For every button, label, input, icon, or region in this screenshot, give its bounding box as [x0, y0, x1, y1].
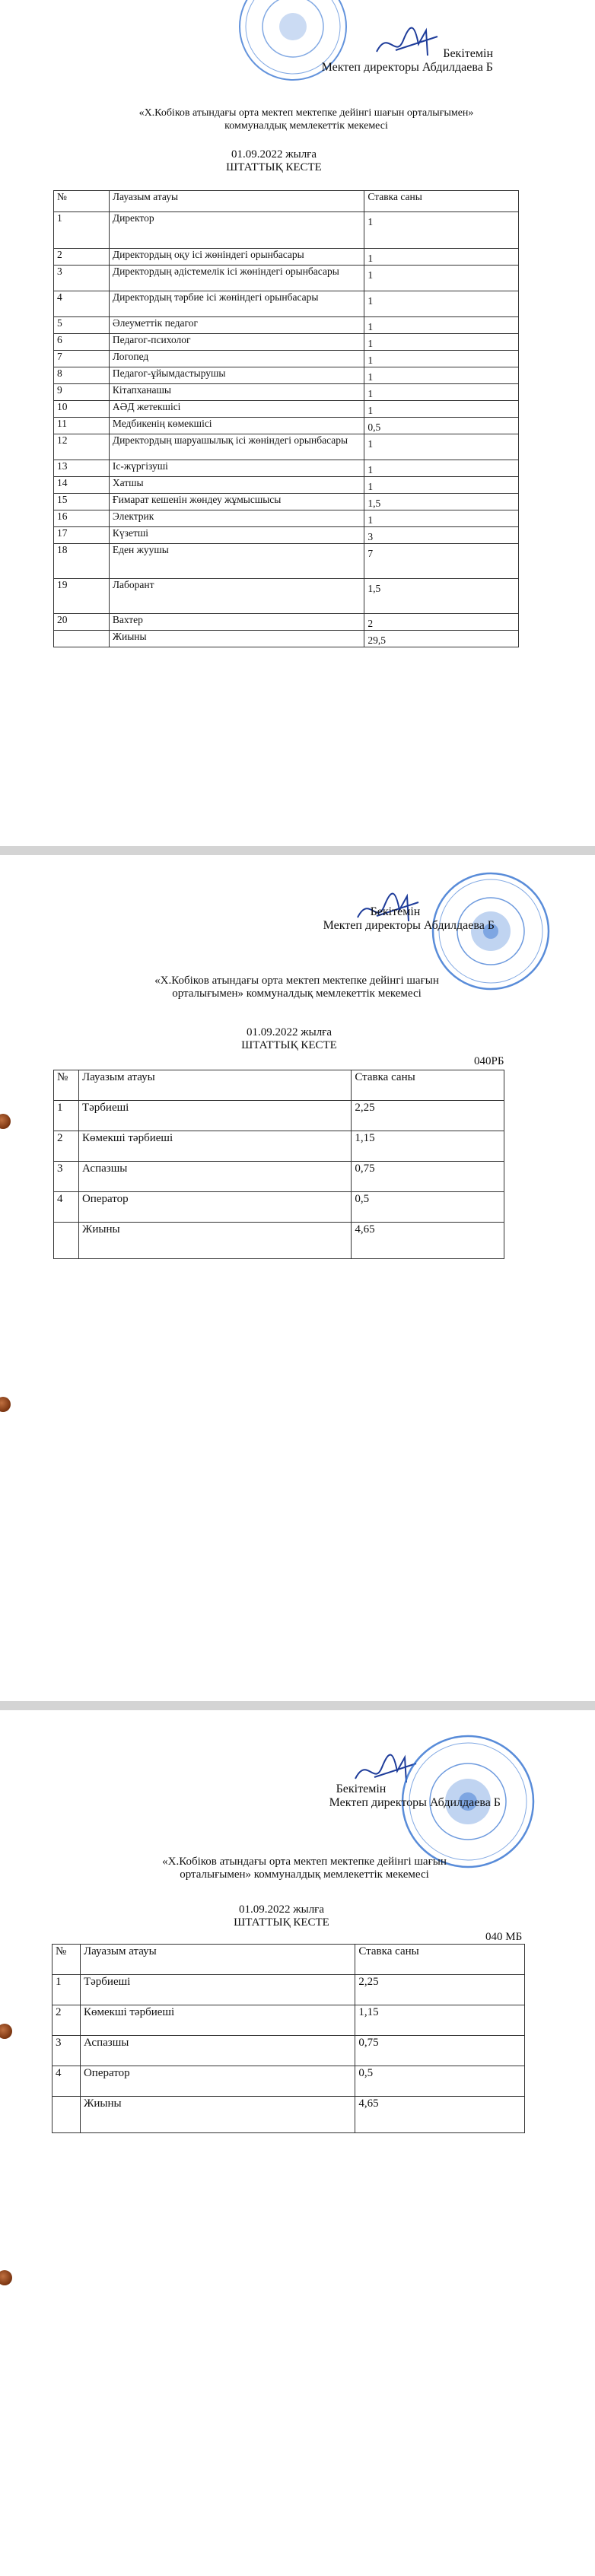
rate-count: 1 [364, 266, 519, 291]
position-name: Вахтер [109, 614, 364, 631]
position-name: Директордың әдістемелік ісі жөніндегі орынбасары [109, 266, 364, 291]
director-name: Мектеп директоры Абдилдаева Б [323, 919, 495, 932]
column-header: Ставка саны [352, 1070, 504, 1101]
position-name: Оператор [80, 2066, 355, 2097]
rate-count: 1 [364, 317, 519, 334]
position-name: Күзетші [109, 527, 364, 544]
column-header: № [52, 1945, 81, 1975]
staff-table [53, 1070, 504, 1259]
effective-date: 01.09.2022 жылға [239, 1903, 324, 1916]
institution-title [61, 107, 552, 132]
row-number: 11 [54, 418, 110, 434]
position-name: Хатшы [109, 477, 364, 494]
column-header: № [54, 191, 110, 212]
column-header: Ставка саны [355, 1945, 525, 1975]
row-number [54, 1223, 79, 1259]
total-row [54, 1223, 504, 1259]
rate-count: 4,65 [352, 1223, 504, 1259]
rate-count: 1 [364, 477, 519, 494]
table-row [54, 460, 519, 477]
staff-table [52, 1944, 525, 2133]
table-row [54, 579, 519, 614]
title-line-2: орталығымен» коммуналдық мемлекеттік мекемесі [180, 1868, 429, 1881]
rate-count: 1 [364, 291, 519, 317]
row-number: 6 [54, 334, 110, 351]
rate-count: 1 [364, 249, 519, 266]
position-name: Жиыны [109, 631, 364, 647]
column-header: Ставка саны [364, 191, 519, 212]
position-name: Педагог-ұйымдастырушы [109, 367, 364, 384]
approval-label: Бекітемін [443, 47, 493, 60]
table-row [52, 2036, 525, 2066]
row-number: 2 [54, 249, 110, 266]
rate-count: 1 [364, 384, 519, 401]
staff-table [53, 190, 519, 647]
table-row [54, 384, 519, 401]
approval-block [323, 905, 495, 933]
row-number: 4 [52, 2066, 81, 2097]
rate-count: 3 [364, 527, 519, 544]
position-name: Аспазшы [80, 2036, 355, 2066]
column-header: № [54, 1070, 79, 1101]
document-page-1 [0, 0, 595, 846]
rate-count: 1,5 [364, 494, 519, 510]
punch-hole [0, 1397, 11, 1412]
table-header-row [54, 1070, 504, 1101]
date-heading-block [167, 1026, 411, 1052]
table-row [52, 2005, 525, 2036]
rate-count: 2,25 [355, 1975, 525, 2005]
institution-title [76, 975, 517, 1000]
table-row [54, 367, 519, 384]
institution-title [84, 1856, 525, 1881]
position-name: Директордың оқу ісі жөніндегі орынбасары [109, 249, 364, 266]
title-line-2: коммуналдық мемлекеттік мекемесі [224, 120, 388, 132]
position-name: Еден жуушы [109, 544, 364, 579]
rate-count: 1 [364, 334, 519, 351]
rate-count: 1,15 [355, 2005, 525, 2036]
position-name: АӘД жетекшісі [109, 401, 364, 418]
row-number: 3 [52, 2036, 81, 2066]
row-number: 2 [52, 2005, 81, 2036]
row-number: 10 [54, 401, 110, 418]
row-number [54, 631, 110, 647]
rate-count: 7 [364, 544, 519, 579]
document-page-3 [0, 1710, 595, 2576]
row-number: 1 [54, 212, 110, 249]
rate-count: 2 [364, 614, 519, 631]
table-row [54, 1101, 504, 1131]
row-number: 19 [54, 579, 110, 614]
unit-code: 040 МБ [485, 1931, 523, 1943]
position-name: Оператор [78, 1192, 351, 1223]
director-name: Мектеп директоры Абдилдаева Б [329, 1796, 501, 1809]
date-heading-block [152, 148, 396, 174]
row-number: 3 [54, 266, 110, 291]
rate-count: 1,5 [364, 579, 519, 614]
table-row [54, 212, 519, 249]
row-number: 4 [54, 1192, 79, 1223]
approval-label: Бекітемін [336, 1783, 387, 1795]
position-name: Медбикенің көмекшісі [109, 418, 364, 434]
position-name: Лаборант [109, 579, 364, 614]
table-row [54, 418, 519, 434]
punch-hole [0, 2024, 12, 2039]
position-name: Тәрбиеші [80, 1975, 355, 2005]
table-row [52, 2066, 525, 2097]
table-row [54, 477, 519, 494]
position-name: Тәрбиеші [78, 1101, 351, 1131]
rate-count: 1 [364, 460, 519, 477]
position-name: Кітапханашы [109, 384, 364, 401]
effective-date: 01.09.2022 жылға [231, 148, 317, 161]
punch-hole [0, 2270, 12, 2285]
position-name: Әлеуметтік педагог [109, 317, 364, 334]
position-name: Директордың тәрбие ісі жөніндегі орынбасары [109, 291, 364, 317]
row-number: 17 [54, 527, 110, 544]
position-name: Жиыны [80, 2097, 355, 2133]
rate-count: 0,75 [355, 2036, 525, 2066]
row-number: 15 [54, 494, 110, 510]
date-heading-block [160, 1903, 403, 1929]
rate-count: 1 [364, 212, 519, 249]
position-name: Көмекші тәрбиеші [80, 2005, 355, 2036]
title-line-1: «Х.Кобіков атындағы орта мектеп мектепке дейінгі шағын орталығымен» [138, 107, 474, 119]
table-row [54, 434, 519, 460]
document-heading: ШТАТТЫҚ КЕСТЕ [226, 161, 322, 173]
table-row [54, 527, 519, 544]
table-row [54, 1162, 504, 1192]
document-heading: ШТАТТЫҚ КЕСТЕ [234, 1916, 329, 1929]
rate-count: 0,5 [352, 1192, 504, 1223]
rate-count: 1 [364, 401, 519, 418]
punch-hole [0, 1114, 11, 1129]
position-name: Аспазшы [78, 1162, 351, 1192]
position-name: Директордың шаруашылық ісі жөніндегі орынбасары [109, 434, 364, 460]
rate-count: 29,5 [364, 631, 519, 647]
effective-date: 01.09.2022 жылға [247, 1026, 332, 1038]
rate-count: 4,65 [355, 2097, 525, 2133]
row-number: 5 [54, 317, 110, 334]
table-row [52, 1975, 525, 2005]
table-row [54, 351, 519, 367]
table-header-row [54, 191, 519, 212]
rate-count: 0,75 [352, 1162, 504, 1192]
rate-count: 0,5 [355, 2066, 525, 2097]
table-row [54, 1192, 504, 1223]
table-row [54, 510, 519, 527]
approval-label: Бекітемін [370, 905, 421, 918]
title-line-2: орталығымен» коммуналдық мемлекеттік мекемесі [172, 987, 422, 1000]
table-header-row [52, 1945, 525, 1975]
row-number: 8 [54, 367, 110, 384]
column-header: Лауазым атауы [78, 1070, 351, 1101]
column-header: Лауазым атауы [109, 191, 364, 212]
position-name: Директор [109, 212, 364, 249]
rate-count: 1 [364, 367, 519, 384]
table-row [54, 614, 519, 631]
document-page-2 [0, 855, 595, 1701]
rate-count: 1,15 [352, 1131, 504, 1162]
row-number: 9 [54, 384, 110, 401]
rate-count: 2,25 [352, 1101, 504, 1131]
table-row [54, 334, 519, 351]
table-row [54, 317, 519, 334]
row-number: 1 [52, 1975, 81, 2005]
total-row [54, 631, 519, 647]
table-row [54, 1131, 504, 1162]
position-name: Іс-жүргізуші [109, 460, 364, 477]
row-number: 7 [54, 351, 110, 367]
rate-count: 1 [364, 434, 519, 460]
position-name: Логопед [109, 351, 364, 367]
position-name: Ғимарат кешенін жөндеу жұмысшысы [109, 494, 364, 510]
position-name: Көмекші тәрбиеші [78, 1131, 351, 1162]
title-line-1: «Х.Кобіков атындағы орта мектеп мектепке дейінгі шағын [162, 1856, 447, 1868]
row-number: 20 [54, 614, 110, 631]
row-number: 13 [54, 460, 110, 477]
table-row [54, 249, 519, 266]
row-number [52, 2097, 81, 2133]
row-number: 18 [54, 544, 110, 579]
title-line-1: «Х.Кобіков атындағы орта мектеп мектепке дейінгі шағын [154, 975, 439, 987]
document-heading: ШТАТТЫҚ КЕСТЕ [241, 1039, 337, 1051]
column-header: Лауазым атауы [80, 1945, 355, 1975]
table-row [54, 544, 519, 579]
position-name: Педагог-психолог [109, 334, 364, 351]
rate-count: 0,5 [364, 418, 519, 434]
row-number: 14 [54, 477, 110, 494]
row-number: 3 [54, 1162, 79, 1192]
position-name: Жиыны [78, 1223, 351, 1259]
row-number: 16 [54, 510, 110, 527]
rate-count: 1 [364, 510, 519, 527]
table-row [54, 266, 519, 291]
unit-code: 040РБ [474, 1055, 504, 1067]
row-number: 12 [54, 434, 110, 460]
row-number: 1 [54, 1101, 79, 1131]
table-row [54, 494, 519, 510]
rate-count: 1 [364, 351, 519, 367]
table-row [54, 291, 519, 317]
director-name: Мектеп директоры Абдилдаева Б [321, 61, 493, 74]
approval-block [329, 1783, 501, 1810]
table-row [54, 401, 519, 418]
row-number: 4 [54, 291, 110, 317]
total-row [52, 2097, 525, 2133]
row-number: 2 [54, 1131, 79, 1162]
approval-block [322, 47, 493, 75]
position-name: Электрик [109, 510, 364, 527]
